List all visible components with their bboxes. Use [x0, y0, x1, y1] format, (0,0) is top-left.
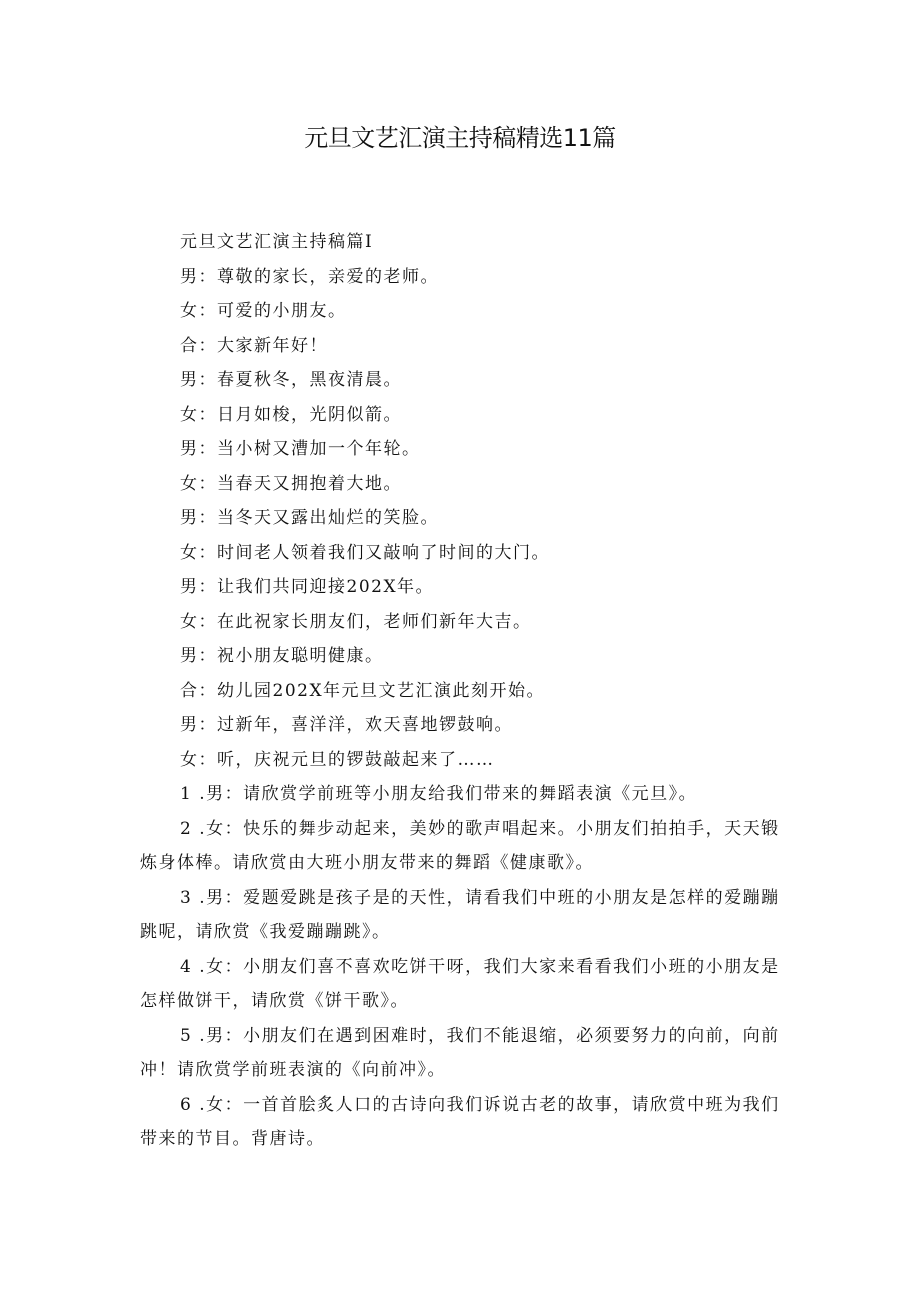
document-title: 元旦文艺汇演主持稿精选11篇	[304, 124, 616, 152]
program-item: 3 .男：爱题爱跳是孩子是的天性，请看我们中班的小朋友是怎样的爱蹦蹦跳呢，请欣赏《我爱蹦蹦跳》。	[140, 887, 780, 942]
dialogue-line: 男：春夏秋冬，黑夜清晨。	[180, 370, 402, 390]
dialogue-line: 男：当冬天又露出灿烂的笑脸。	[180, 508, 439, 528]
program-item: 4 .女：小朋友们喜不喜欢吃饼干呀，我们大家来看看我们小班的小朋友是怎样做饼干，请欣赏《饼干歌》。	[140, 956, 780, 1011]
dialogue-line: 合：幼儿园202X年元旦文艺汇演此刻开始。	[180, 680, 546, 701]
dialogue-line: 男：祝小朋友聪明健康。	[180, 646, 384, 666]
dialogue-line: 女：日月如梭，光阴似箭。	[180, 404, 402, 425]
dialogue-line: 合：大家新年好！	[180, 335, 328, 356]
dialogue-line: 男：过新年，喜洋洋，欢天喜地锣鼓响。	[180, 715, 513, 735]
program-item: 5 .男：小朋友们在遇到困难时，我们不能退缩，必须要努力的向前，向前冲！请欣赏学前班表演的《向前冲》。	[140, 1025, 780, 1080]
program-item: 2 .女：快乐的舞步动起来，美妙的歌声唱起来。小朋友们拍拍手，天天锻炼身体棒。请欣赏由大班小朋友带来的舞蹈《健康歌》。	[140, 818, 780, 873]
dialogue-line: 女：在此祝家长朋友们，老师们新年大吉。	[180, 611, 532, 632]
section-heading: 元旦文艺汇演主持稿篇I	[180, 232, 374, 252]
dialogue-line: 男：尊敬的家长，亲爱的老师。	[180, 266, 439, 287]
dialogue-line: 女：当春天又拥抱着大地。	[180, 473, 402, 494]
document-body	[140, 225, 780, 1157]
dialogue-line: 女：时间老人领着我们又敲响了时间的大门。	[180, 542, 550, 563]
dialogue-line: 女：可爱的小朋友。	[180, 301, 347, 321]
dialogue-line: 女：听，庆祝元旦的锣鼓敲起来了……	[180, 749, 495, 770]
program-item: 6 .女：一首首脍炙人口的古诗向我们诉说古老的故事，请欣赏中班为我们带来的节目。背唐诗。	[140, 1094, 780, 1149]
program-item: 1 .男：请欣赏学前班等小朋友给我们带来的舞蹈表演《元旦》。	[180, 784, 698, 804]
dialogue-line: 男：让我们共同迎接202X年。	[180, 577, 435, 597]
dialogue-line: 男：当小树又漕加一个年轮。	[180, 439, 421, 459]
